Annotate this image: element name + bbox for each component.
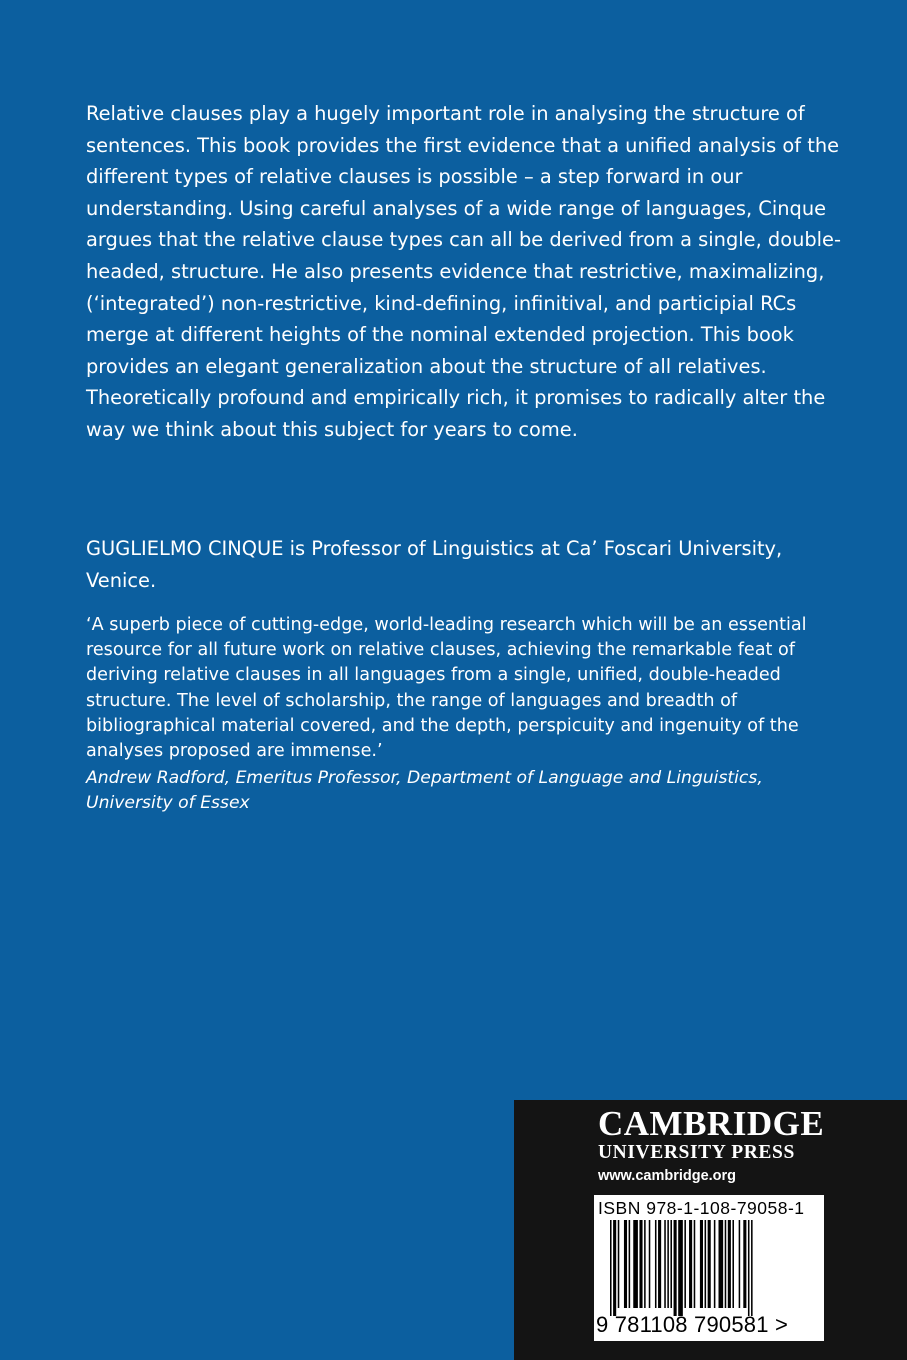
- back-cover-blurb: Relative clauses play a hugely important role in analysing the structure of sentences. This book provides the first evidence that a unified analysis of the different types of relative clauses is possible – a step forward in our understanding. Using careful analyses of a wide range of languages, Cinque argues that the relative clause types can all be derived from a single, double-headed, structure. He also presents evidence that restrictive, maximalizing, (‘integrated’) non-restrictive, kind-defining, infinitival, and participial RCs merge at different heights of the nominal extended projection. This book provides an elegant generalization about the structure of all relatives. Theoretically profound and empirically rich, it promises to radically alter the way we think about this subject for years to come.: [86, 102, 841, 441]
- publisher-subtitle: UNIVERSITY PRESS: [598, 1142, 795, 1163]
- publisher-url[interactable]: www.cambridge.org: [598, 1168, 737, 1184]
- barcode-icon: [610, 1220, 810, 1320]
- author-bio: GUGLIELMO CINQUE is Professor of Linguistics at Ca’ Foscari University, Venice.: [86, 537, 783, 592]
- publisher-box: [514, 1100, 907, 1360]
- publisher-name: CAMBRIDGE: [598, 1104, 825, 1143]
- review-attribution: Andrew Radford, Emeritus Professor, Department of Language and Linguistics, University of Essex: [86, 768, 763, 814]
- review-quote: ‘A superb piece of cutting-edge, world-leading research which will be an essential resource for all future work on relative clauses, achieving the remarkable feat of deriving relative clauses in all languages from a single, unified, double-headed structure. The level of scholarship, the range of languages and breadth of bibliographical material covered, and the depth, perspicuity and ingenuity of the analyses proposed are immense.’: [86, 615, 807, 762]
- barcode-digits: 9 781108 790581 >: [596, 1312, 789, 1337]
- isbn-label: ISBN 978-1-108-79058-1: [598, 1198, 805, 1218]
- barcode-panel: [594, 1195, 824, 1341]
